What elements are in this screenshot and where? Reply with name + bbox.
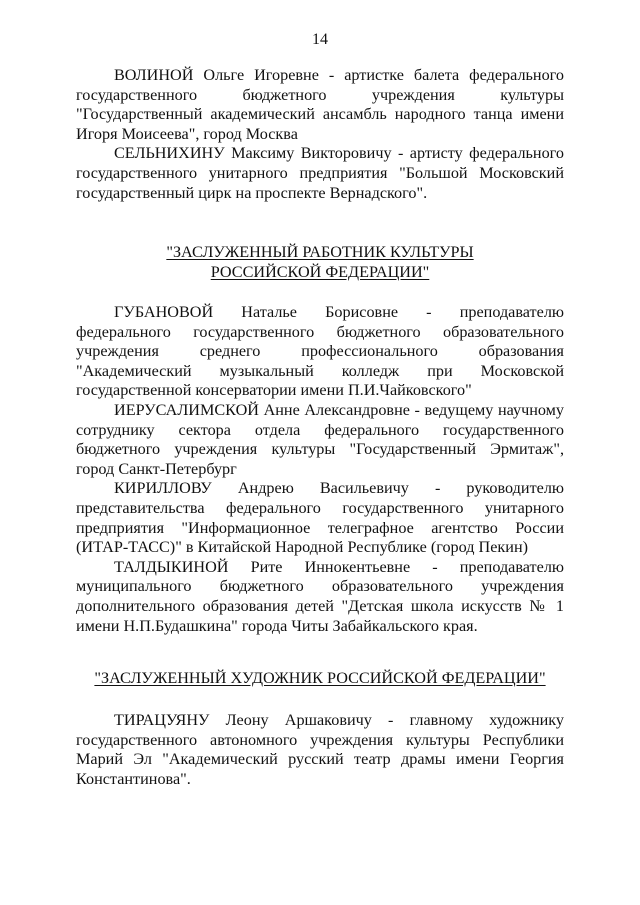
section-3-heading: "ЗАСЛУЖЕННЫЙ ХУДОЖНИК РОССИЙСКОЙ ФЕДЕРАЦИИ" — [94, 669, 546, 687]
recipient-surname: КИРИЛЛОВУ — [114, 479, 212, 498]
recipient-details: Андрею Васильевичу - руководителю представительства федерального государственного унитарного предприятия "Информационное телеграфное агентство России (ИТАР-ТАСС)" в Китайской Народной Республике (город Пекин) — [76, 479, 564, 557]
section-3-body — [76, 711, 564, 789]
recipient-surname: ВОЛИНОЙ — [114, 66, 194, 84]
award-paragraph — [76, 303, 564, 401]
award-paragraph — [76, 558, 564, 636]
recipient-surname: ГУБАНОВОЙ — [114, 303, 214, 321]
recipient-surname: СЕЛЬНИХИНУ — [114, 144, 225, 163]
recipient-details: Леону Аршаковичу - главному художнику государственного автономного учреждения культуры Республики Марий Эл "Академический русский театр драмы имени Георгия Константинова". — [76, 711, 564, 788]
award-paragraph — [76, 711, 564, 789]
award-paragraph — [76, 66, 564, 144]
section-2-heading-line-2: РОССИЙСКОЙ ФЕДЕРАЦИИ" — [210, 263, 430, 281]
recipient-details: Максиму Викторовичу - артисту федерального государственного унитарного предприятия "Большой Московский государственный цирк на проспекте Вернадского". — [76, 144, 565, 202]
recipient-details: Ольге Игоревне - артистке балета федерального государственного бюджетного учреждения культуры "Государственный академический ансамбль народного танца имени Игоря Моисеева", город Москва — [76, 66, 564, 143]
recipient-surname: ИЕРУСАЛИМСКОЙ — [114, 400, 259, 419]
section-1-body — [76, 66, 564, 203]
recipient-surname: ТИРАЦУЯНУ — [114, 711, 210, 729]
award-paragraph — [76, 144, 564, 203]
award-paragraph — [76, 479, 564, 557]
recipient-surname: ТАЛДЫКИНОЙ — [114, 557, 229, 576]
award-paragraph — [76, 401, 564, 479]
section-2-heading-line-1: "ЗАСЛУЖЕННЫЙ РАБОТНИК КУЛЬТУРЫ — [166, 243, 474, 261]
recipient-details: Рите Иннокентьевне - преподавателю муниципального бюджетного образовательного учреждения дополнительного образования детей "Детская школа искусств № 1 имени Н.П.Будашкина" города Читы Забайкальского края. — [76, 557, 564, 635]
recipient-details: Анне Александровне - ведущему научному сотруднику сектора отдела федерального государственного бюджетного учреждения культуры "Государственный Эрмитаж", город Санкт-Петербург — [76, 400, 565, 478]
section-2-body — [76, 303, 564, 636]
page-number: 14 — [312, 31, 328, 48]
recipient-details: Наталье Борисовне - преподавателю федерального государственного бюджетного образовательного учреждения среднего профессионального образования "Академический музыкальный колледж при Московской государственной консерватории имени П.И.Чайковского" — [76, 303, 564, 400]
